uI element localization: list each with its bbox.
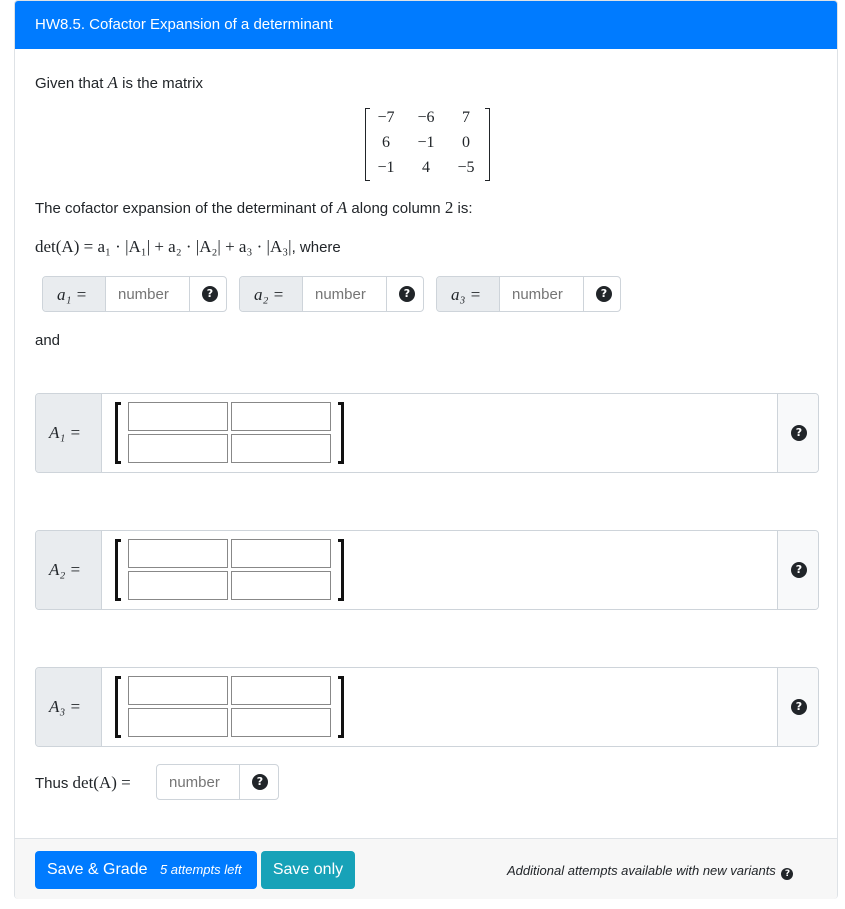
a2-input[interactable] [303, 277, 387, 311]
matrix-cell: −6 [417, 109, 435, 126]
minor-a3-cell-12[interactable] [231, 676, 331, 705]
a3-input-group [436, 276, 621, 312]
minor-a2-cell-21[interactable] [128, 571, 228, 600]
minor-a2-group [35, 530, 819, 610]
minor-a1-group [35, 393, 819, 473]
determinant-formula: det(A) = a₁ · |A₁| + a₂ · |A₂| + a₃ · |A₃|, where [35, 237, 341, 256]
question-card [14, 0, 838, 899]
a3-input[interactable] [500, 277, 584, 311]
question-title: HW8.5. Cofactor Expansion of a determinant [35, 16, 333, 33]
matrix-cell: −7 [377, 109, 395, 126]
save-only-button[interactable]: Save only [261, 851, 355, 889]
help-icon[interactable]: ? [399, 286, 415, 302]
minor-a3-cell-21[interactable] [128, 708, 228, 737]
minor-a3-group [35, 667, 819, 747]
a1-input[interactable] [106, 277, 190, 311]
minor-a1-cell-21[interactable] [128, 434, 228, 463]
minor-a1-cell-22[interactable] [231, 434, 331, 463]
right-bracket [338, 539, 344, 601]
minor-a3-cell-22[interactable] [231, 708, 331, 737]
attempts-left-label: 5 attempts left [159, 862, 242, 877]
det-input-group [156, 764, 279, 800]
save-grade-button[interactable] [35, 851, 257, 889]
a1-label-box: a₁ = [43, 277, 106, 311]
final-label: Thus det(A) = [35, 773, 131, 792]
minor-a2-cell-22[interactable] [231, 571, 331, 600]
det-input[interactable] [157, 765, 241, 799]
a3-help-box [583, 277, 622, 311]
expansion-text: The cofactor expansion of the determinant of A along column 2 is: [35, 198, 473, 217]
help-icon[interactable]: ? [252, 774, 268, 790]
save-grade-label: Save & Grade [47, 861, 148, 878]
minor-a2-label-box: A₂ = [36, 531, 102, 609]
right-bracket [338, 676, 344, 738]
question-header [15, 1, 837, 49]
minor-a1-label-box: A₁ = [36, 394, 102, 472]
minor-a1-cell-12[interactable] [231, 402, 331, 431]
a2-label-box: a₂ = [240, 277, 303, 311]
help-icon[interactable]: ? [791, 562, 807, 578]
a2-help-box [386, 277, 425, 311]
help-icon[interactable]: ? [791, 425, 807, 441]
minor-a3-help-box [777, 668, 818, 746]
help-icon[interactable]: ? [596, 286, 612, 302]
matrix-cell: 0 [462, 134, 470, 151]
minor-a3-label-box: A₃ = [36, 668, 102, 746]
minor-a1-cell-11[interactable] [128, 402, 228, 431]
matrix-cell: 7 [462, 109, 470, 126]
left-bracket [115, 676, 121, 738]
a3-label-box: a₃ = [437, 277, 500, 311]
minor-a2-cell-11[interactable] [128, 539, 228, 568]
matrix-a [365, 106, 493, 184]
minor-a2-help-box [777, 531, 818, 609]
a1-input-group [42, 276, 227, 312]
intro-text: Given that A is the matrix [35, 73, 203, 92]
attempts-note: Additional attempts available with new variants ? [507, 863, 793, 880]
matrix-cell: 4 [422, 159, 430, 176]
right-bracket [338, 402, 344, 464]
matrix-cell: −1 [377, 159, 395, 176]
minor-a2-cell-12[interactable] [231, 539, 331, 568]
matrix-cell: −5 [457, 159, 475, 176]
and-text: and [35, 332, 61, 349]
help-icon[interactable]: ? [791, 699, 807, 715]
a1-help-box [189, 277, 228, 311]
matrix-right-bracket [485, 108, 490, 181]
matrix-cell: −1 [417, 134, 435, 151]
help-icon[interactable]: ? [202, 286, 218, 302]
question-footer [15, 838, 837, 899]
help-icon[interactable]: ? [781, 868, 793, 880]
minor-a1-help-box [777, 394, 818, 472]
a2-input-group [239, 276, 424, 312]
det-help-box [239, 765, 278, 799]
minor-a3-cell-11[interactable] [128, 676, 228, 705]
left-bracket [115, 402, 121, 464]
matrix-cell: 6 [382, 134, 390, 151]
left-bracket [115, 539, 121, 601]
